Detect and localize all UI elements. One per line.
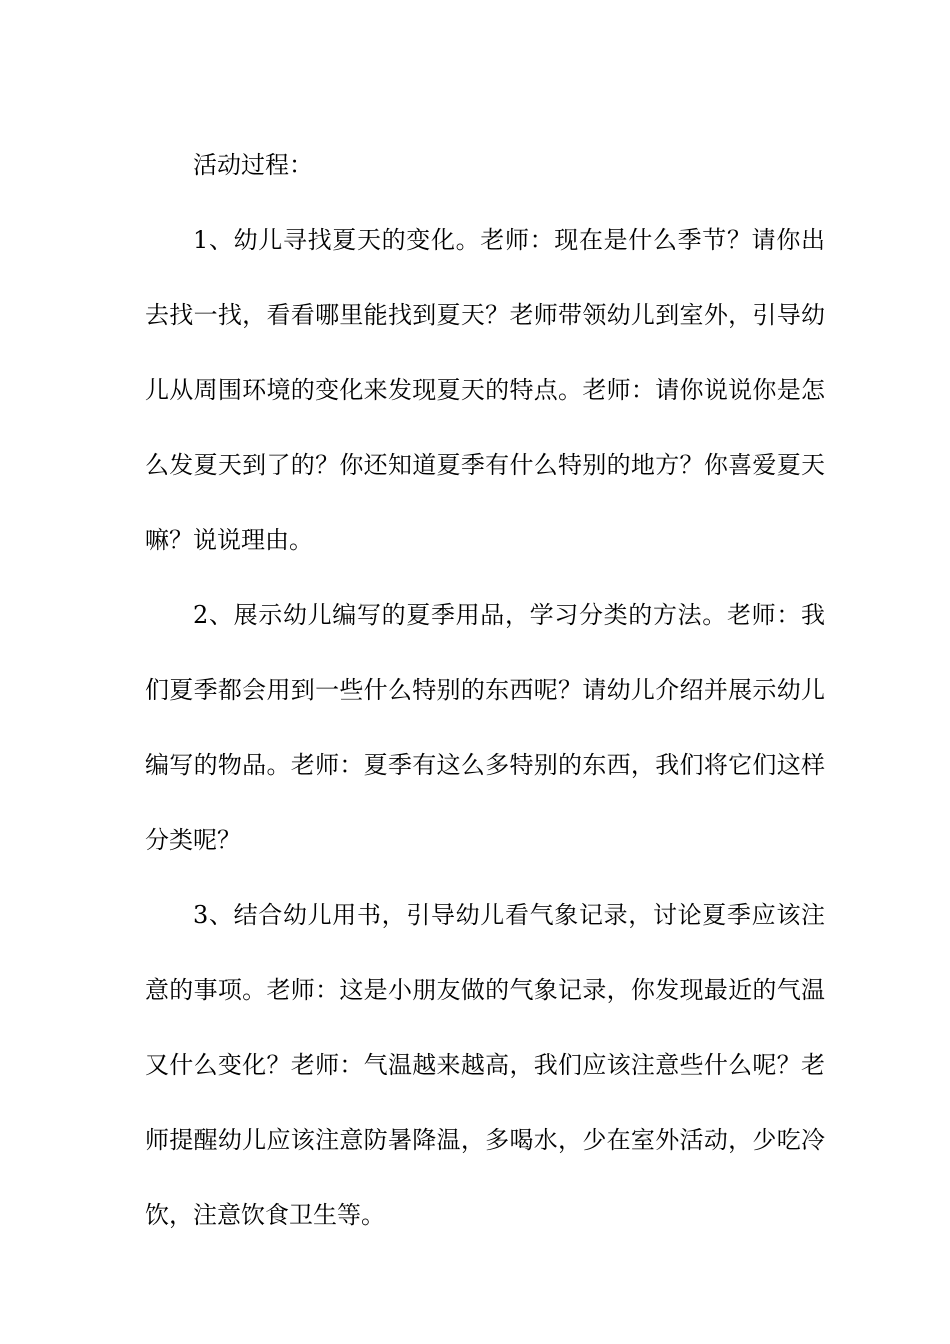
section-heading: 活动过程： bbox=[193, 151, 313, 179]
paragraph-step-2: 2、展示幼儿编写的夏季用品，学习分类的方法。老师：我们夏季都会用到一些什么特别的东西呢？请幼儿介绍并展示幼儿编写的物品。老师：夏季有这么多特别的东西，我们将它们这样分类呢？ bbox=[145, 601, 825, 854]
paragraph-step-1: 1、幼儿寻找夏天的变化。老师：现在是什么季节？请你出去找一找，看看哪里能找到夏天？老师带领幼儿到室外，引导幼儿从周围环境的变化来发现夏天的特点。老师：请你说说你是怎么发夏天到了的？你还知道夏季有什么特别的地方？你喜爱夏天嘛？说说理由。 bbox=[145, 226, 825, 554]
paragraph-step-3: 3、结合幼儿用书，引导幼儿看气象记录，讨论夏季应该注意的事项。老师：这是小朋友做的气象记录，你发现最近的气温又什么变化？老师：气温越来越高，我们应该注意些什么呢？老师提醒幼儿应该注意防暑降温，多喝水，少在室外活动，少吃冷饮，注意饮食卫生等。 bbox=[145, 901, 825, 1229]
document-body bbox=[145, 128, 825, 1253]
